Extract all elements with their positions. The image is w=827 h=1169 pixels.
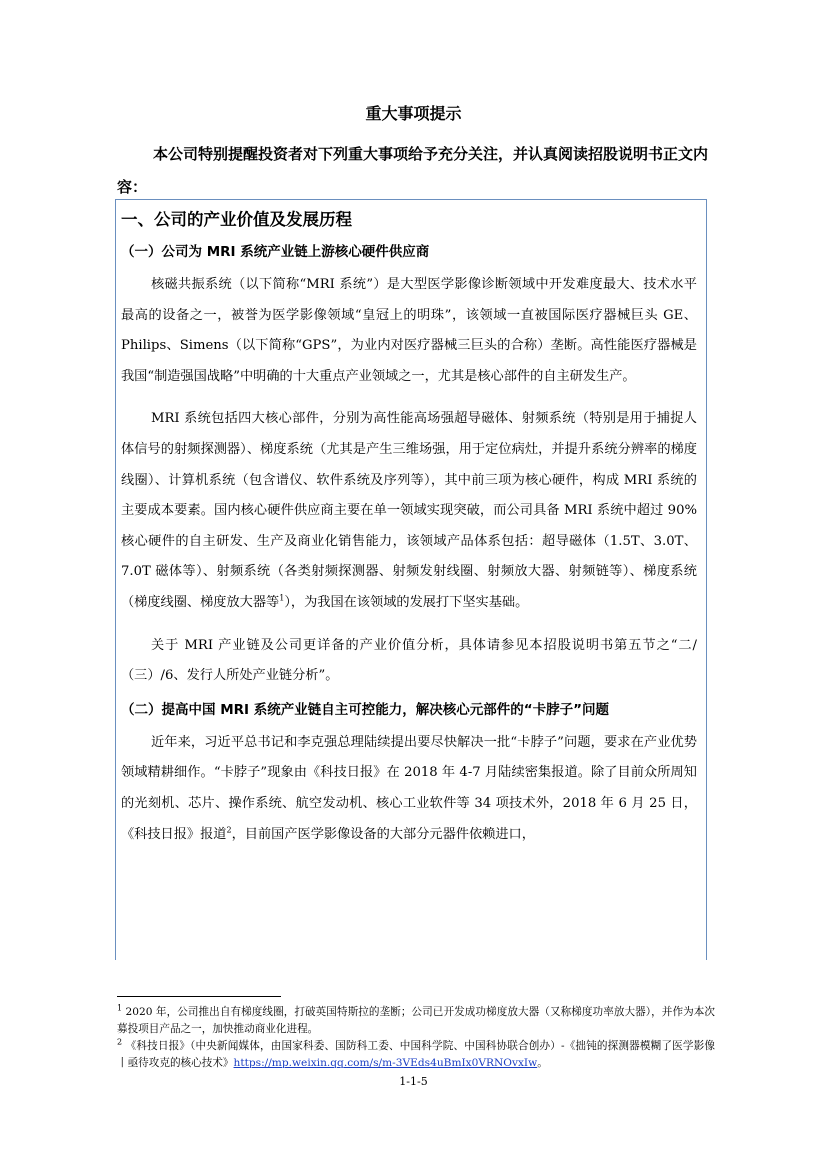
subsection-heading-2: （二）提高中国 MRI 系统产业链自主可控能力，解决核心元部件的“卡脖子”问题 xyxy=(121,701,609,718)
paragraph-text: MRI 系统包括四大核心部件，分别为高性能高场强超导磁体、射频系统（特别是用于捕捉人体信号的射频探测器）、梯度系统（尤其是产生三维场强，用于定位病灶，并提升系统分辨率的梯度线圈）、计算机系统（包含谱仪、软件系统及序列等），其中前三项为核心硬件，构成 MRI 系统的主要成本要素。国内核心硬件供应商主要在单一领域实现突破，而公司具备 MRI 系统中超过 90%核心硬件的自主研发、生产及商业化销售能力，该领域产品体系包括：超导磁体（1.5T、3.0T、7.0T 磁体等）、射频系统（各类射频探测器、射频发射线圈、射频放大器、射频链等）、梯度系统（梯度线圈、梯度放大器等 xyxy=(121,411,697,610)
investor-notice: 本公司特别提醒投资者对下列重大事项给予充分关注，并认真阅读招股说明书正文内容： xyxy=(117,145,709,196)
footnote-1 xyxy=(117,1004,715,1038)
paragraph-text-end: ，目前国产医学影像设备的大部分元器件依赖进口， xyxy=(231,826,535,842)
paragraph-core-components xyxy=(121,404,697,618)
footnote-text-end: 。 xyxy=(537,1057,548,1069)
paragraph-industry-chain-ref: 关于 MRI 产业链及公司更详备的产业价值分析，具体请参见本招股说明书第五节之“二/（三）/6、发行人所处产业链分析”。 xyxy=(121,637,697,684)
footnote-number: 1 xyxy=(117,1003,123,1013)
footnote-text: 2020 年，公司推出自有梯度线圈，打破英国特斯拉的垄断；公司已开发成功梯度放大器（又称梯度功率放大器），并作为本次募投项目产品之一，加快推动商业化进程。 xyxy=(117,1006,715,1035)
page-number: 1-1-5 xyxy=(399,1075,428,1088)
document-title: 重大事项提示 xyxy=(365,104,462,123)
footnote-number: 2 xyxy=(117,1037,123,1047)
paragraph-mri-intro: 核磁共振系统（以下简称“MRI 系统”）是大型医学影像诊断领域中开发难度最大、技术水平最高的设备之一，被誉为医学影像领域“皇冠上的明珠”，该领域一直被国际医疗器械巨头 GE、Philips、Simens（以下简称“GPS”，为业内对医疗器械三巨头的合称）垄断。高性能医疗器械是我国“制造强国战略”中明确的十大重点产业领域之一，尤其是核心部件的自主研发生产。 xyxy=(121,277,697,384)
paragraph-text-end: ），为我国在该领域的发展打下坚实基础。 xyxy=(284,594,529,610)
footnotes xyxy=(117,1004,715,1072)
highlight-box xyxy=(115,199,707,960)
footnote-ref-2[interactable]: 2 xyxy=(226,825,232,835)
subsection-heading-1: （一）公司为 MRI 系统产业链上游核心硬件供应商 xyxy=(121,244,430,260)
footnote-2 xyxy=(117,1038,715,1072)
footnote-text: 《科技日报》（中央新闻媒体，由国家科委、国防科工委、中国科学院、中国科协联合创办）-《拙钝的探测器模糊了医学影像丨亟待攻克的核心技术》 xyxy=(117,1040,715,1069)
footnote-divider xyxy=(117,996,281,997)
paragraph-text: 近年来，习近平总书记和李克强总理陆续提出要尽快解决一批“卡脖子”问题，要求在产业优势领域精耕细作。“卡脖子”现象由《科技日报》在 2018 年 4-7 月陆续密集报道。除了目前众所周知的光刻机、芯片、操作系统、航空发动机、核心工业软件等 34 项技术外，2018 年 6 月 25 日，《科技日报》报道 xyxy=(121,734,697,842)
paragraph-bottleneck xyxy=(121,728,697,850)
footnote-ref-1[interactable]: 1 xyxy=(279,593,285,603)
source-link[interactable]: https://mp.weixin.qq.com/s/m-3VEds4uBmIx0VRNOvxIw xyxy=(233,1057,538,1069)
section-heading: 一、公司的产业价值及发展历程 xyxy=(121,210,352,229)
